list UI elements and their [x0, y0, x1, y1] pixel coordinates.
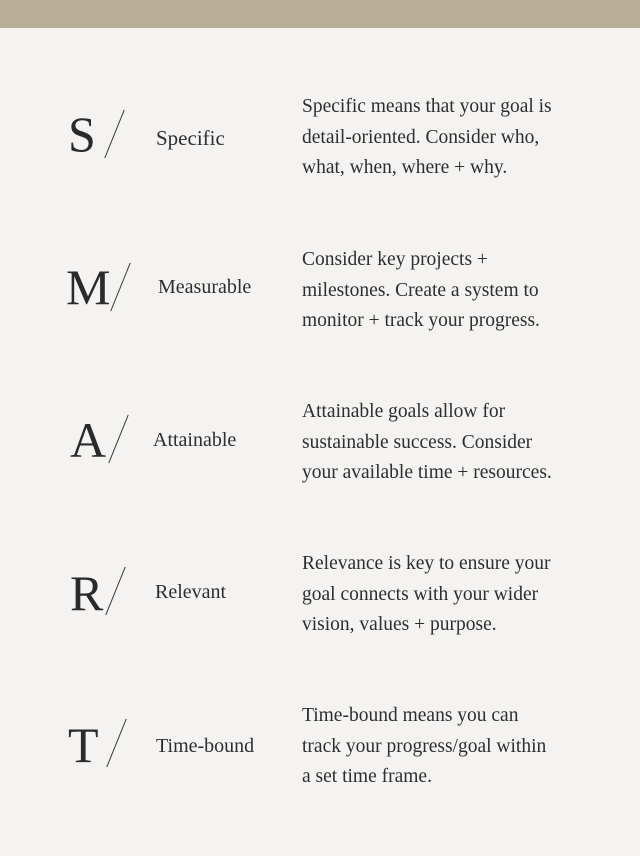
description-line: track your progress/goal within: [302, 735, 547, 757]
description-line: Attainable goals allow for: [302, 401, 506, 422]
smart-description: [302, 92, 622, 184]
smart-term: Attainable: [153, 429, 237, 451]
smart-letter: A: [70, 412, 107, 468]
smart-description: [302, 245, 622, 337]
smart-description: [302, 549, 622, 641]
slash-divider: [106, 719, 126, 768]
smart-letter: R: [70, 565, 104, 621]
slash-divider: [105, 567, 125, 616]
smart-letter: S: [68, 106, 96, 162]
top-color-band: [0, 0, 640, 28]
description-line: monitor + track your progress.: [302, 310, 540, 331]
description-line: Consider key projects +: [302, 249, 488, 270]
description-line: detail-oriented. Consider who,: [302, 126, 540, 148]
description-line: vision, values + purpose.: [302, 614, 497, 635]
slash-divider: [104, 110, 124, 159]
smart-term: Measurable: [158, 276, 252, 298]
description-line: Time-bound means you can: [302, 705, 519, 726]
smart-letter: M: [66, 259, 111, 315]
smart-row-relevant: [0, 549, 640, 649]
description-line: goal connects with your wider: [302, 583, 539, 605]
description-line: Specific means that your goal is: [302, 96, 552, 117]
description-line: what, when, where + why.: [302, 157, 508, 178]
smart-term: Relevant: [155, 581, 227, 603]
slash-divider: [108, 415, 128, 464]
description-line: your available time + resources.: [302, 462, 552, 483]
smart-letter: T: [68, 717, 99, 773]
description-line: Relevance is key to ensure your: [302, 553, 551, 574]
smart-description: [302, 397, 622, 489]
smart-row-time-bound: [0, 701, 640, 801]
smart-term: Specific: [156, 126, 225, 150]
slash-divider: [110, 263, 130, 312]
description-line: milestones. Create a system to: [302, 279, 539, 301]
smart-row-specific: [0, 92, 640, 192]
description-line: a set time frame.: [302, 766, 432, 787]
smart-row-attainable: [0, 397, 640, 497]
smart-term: Time-bound: [156, 735, 255, 757]
smart-description: [302, 701, 622, 793]
smart-row-measurable: [0, 245, 640, 345]
description-line: sustainable success. Consider: [302, 431, 533, 453]
